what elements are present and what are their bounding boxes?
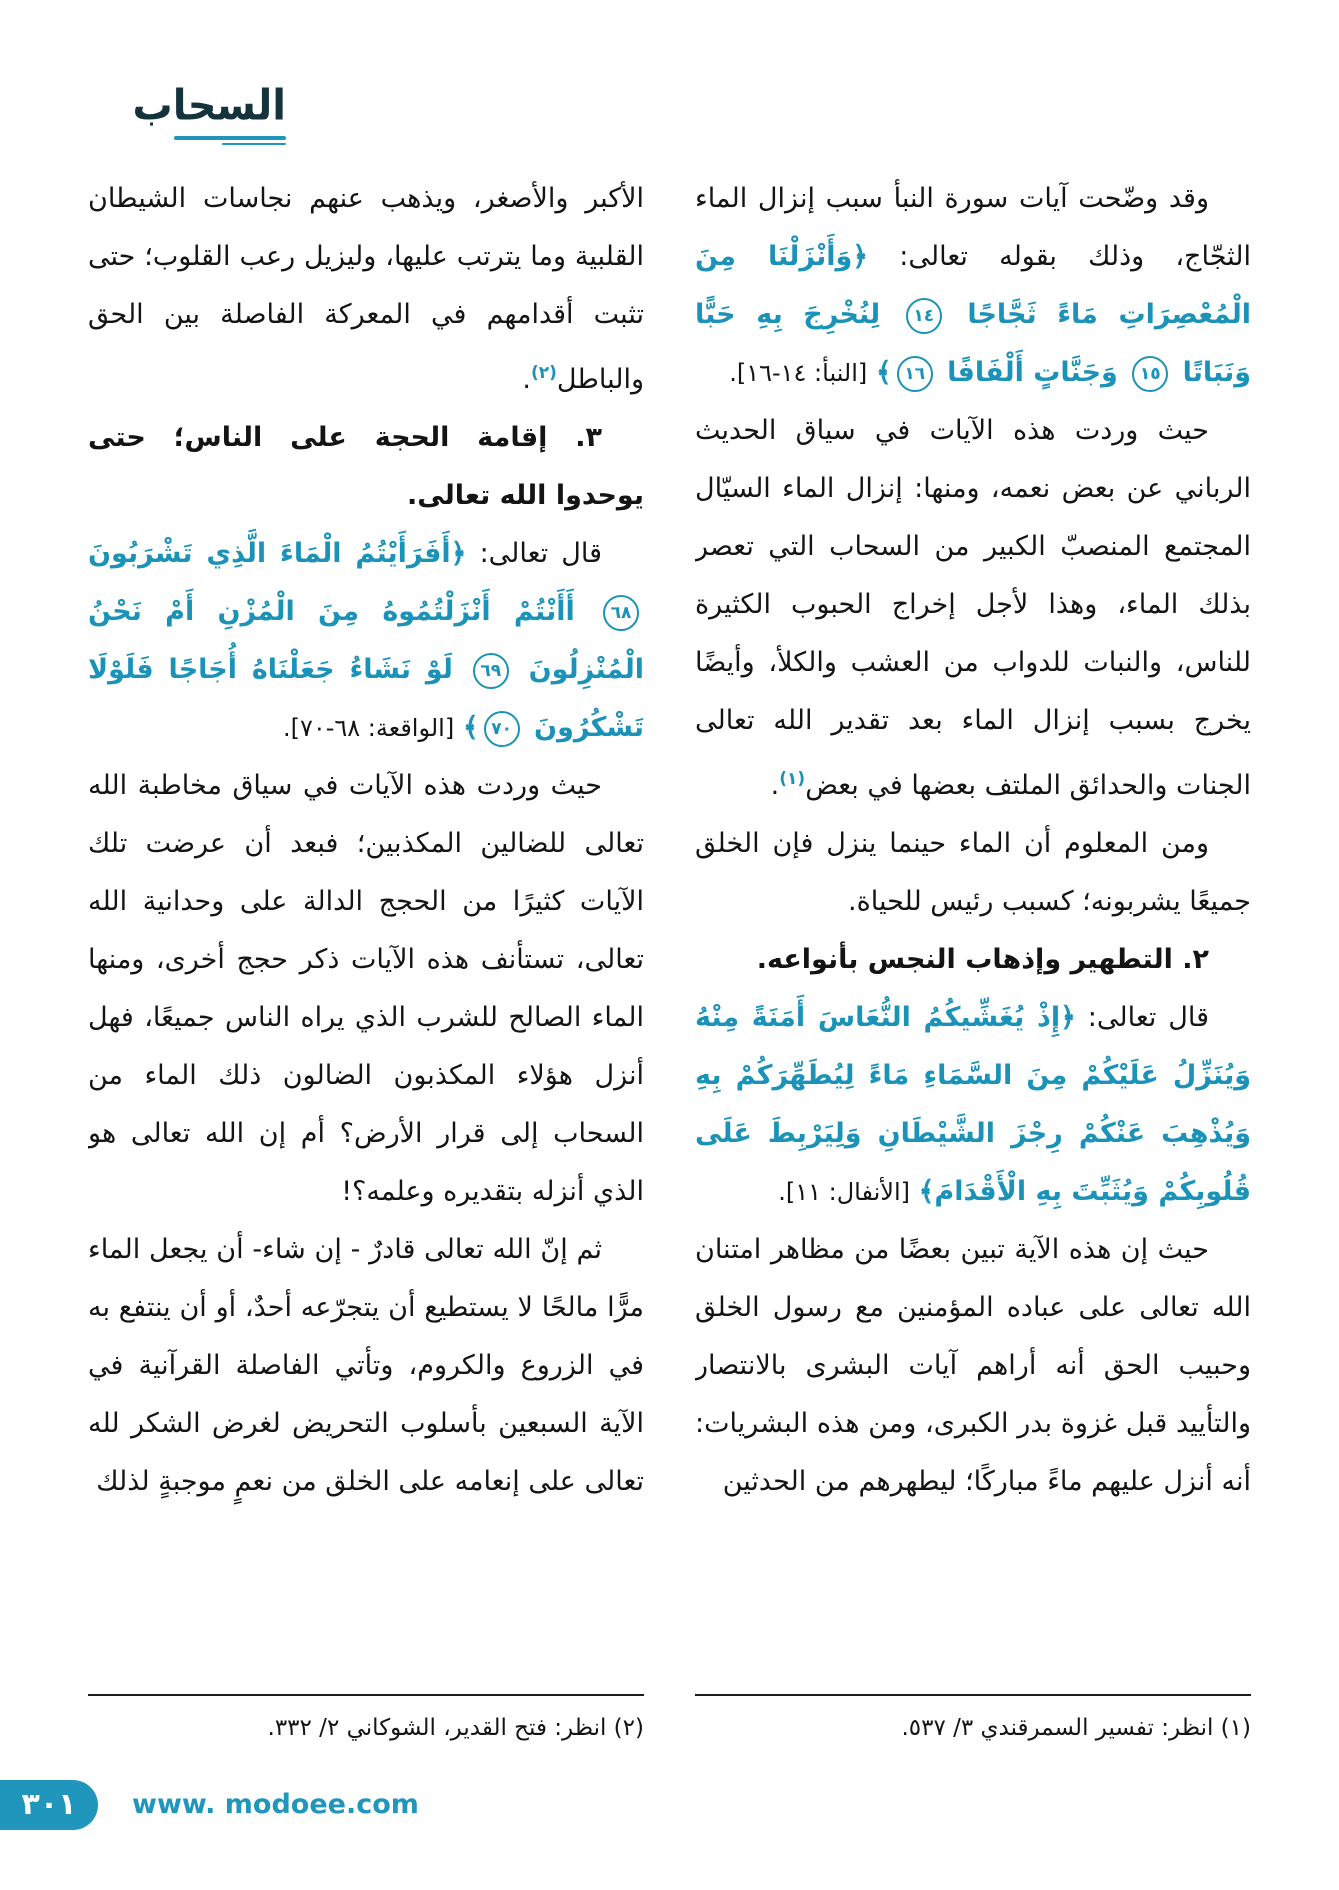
verse-text: أَأَنْتُمْ أَنْزَلْتُمُوهُ مِنَ الْمُزْنِ أَمْ نَحْنُ الْمُنْزِلُونَ bbox=[88, 596, 644, 685]
body-text: حيث وردت هذه الآيات في سياق مخاطبة الله تعالى للضالين المكذبين؛ فبعد أن عرضت تلك الآيات كثيرًا من الحجج الدالة على وحدانية الله تعالى، تستأنف هذه الآيات ذكر حجج أخرى، ومنها الماء الصالح للشرب الذي يراه الناس جميعًا، فهل أنزل هؤلاء المكذبون الضالون ذلك الماء من السحاب إلى قرار الأرض؟ أم إن الله تعالى هو الذي أنزله بتقديره وعلمه؟! bbox=[88, 770, 644, 1207]
website-link[interactable]: www. modoee.com bbox=[132, 1789, 419, 1820]
body-text: قال تعالى: bbox=[1075, 1002, 1209, 1033]
paragraph bbox=[695, 1221, 1251, 1511]
ayah-number: ٧٠ bbox=[484, 711, 520, 747]
footnote-text: (٢) انظر: فتح القدير، الشوكاني ٢/ ٣٣٢. bbox=[267, 1715, 644, 1741]
footnote-left bbox=[88, 1694, 644, 1747]
body-text: ومن المعلوم أن الماء حينما ينزل فإن الخلق جميعًا يشربونه؛ كسبب رئيس للحياة. bbox=[695, 828, 1251, 917]
verse-open-bracket: ﴿ bbox=[450, 538, 467, 569]
ayah-number: ١٥ bbox=[1132, 356, 1168, 392]
verse-text: وَأَنْزَلْنَا مِنَ الْمُعْصِرَاتِ مَاءً ثَجَّاجًا bbox=[695, 241, 1251, 330]
paragraph bbox=[695, 989, 1251, 1221]
paragraph bbox=[88, 170, 644, 409]
numbered-heading bbox=[695, 931, 1251, 989]
footnote-right bbox=[695, 1694, 1251, 1747]
verse-text: لَوْ نَشَاءُ جَعَلْنَاهُ أُجَاجًا فَلَوْلَا تَشْكُرُونَ bbox=[88, 654, 644, 743]
paragraph bbox=[88, 1221, 644, 1511]
body-text: وقد وضّحت آيات سورة النبأ سبب إنزال الماء الثجّاج، وذلك بقوله تعالى: bbox=[695, 183, 1251, 272]
verse-close-bracket: ﴾ bbox=[918, 1176, 935, 1207]
verse-text: إِذْ يُغَشِّيكُمُ النُّعَاسَ أَمَنَةً مِنْهُ وَيُنَزِّلُ عَلَيْكُمْ مِنَ السَّمَاءِ مَاءً لِيُطَهِّرَكُمْ بِهِ وَيُذْهِبَ عَنْكُمْ رِجْزَ الشَّيْطَانِ وَلِيَرْبِطَ عَلَى قُلُوبِكُمْ وَيُثَبِّتَ بِهِ الْأَقْدَامَ bbox=[695, 1002, 1251, 1207]
numbered-heading bbox=[88, 409, 644, 525]
verse-open-bracket: ﴿ bbox=[852, 241, 869, 272]
body-text: الأكبر والأصغر، ويذهب عنهم نجاسات الشيطان القلبية وما يترتب عليها، وليزيل رعب القلوب؛ حتى تثبت أقدامهم في المعركة الفاصلة بين الحق والباطل bbox=[88, 183, 644, 395]
footnote-text: (١) انظر: تفسير السمرقندي ٣/ ٥٣٧. bbox=[901, 1715, 1251, 1741]
page-header bbox=[86, 81, 286, 145]
paragraph bbox=[695, 402, 1251, 815]
paragraph bbox=[88, 525, 644, 757]
body-text: . bbox=[770, 770, 780, 801]
header-underline-decoration-thin bbox=[222, 143, 286, 145]
chapter-title: السحاب bbox=[132, 81, 286, 131]
verse-text: وَجَنَّاتٍ أَلْفَافًا bbox=[947, 357, 1118, 388]
heading-text: ٢. التطهير وإذهاب النجس بأنواعه. bbox=[756, 944, 1209, 975]
ayah-number: ١٦ bbox=[897, 356, 933, 392]
verse-open-bracket: ﴿ bbox=[1060, 1002, 1076, 1033]
verse-close-bracket: ﴾ bbox=[875, 357, 892, 388]
paragraph bbox=[88, 757, 644, 1221]
footnote-marker: (٢) bbox=[530, 363, 557, 383]
body-text: . bbox=[522, 364, 531, 395]
verse-reference: [الواقعة: ٦٨-٧٠]. bbox=[282, 714, 455, 742]
paragraph bbox=[695, 170, 1251, 402]
verse-reference: [النبأ: ١٤-١٦]. bbox=[729, 359, 868, 387]
footnote-marker: (١) bbox=[779, 769, 806, 789]
verse-text: أَفَرَأَيْتُمُ الْمَاءَ الَّذِي تَشْرَبُونَ bbox=[88, 538, 451, 569]
verse-text: لِنُخْرِجَ بِهِ حَبًّا وَنَبَاتًا bbox=[695, 299, 1251, 388]
heading-text: ٣. إقامة الحجة على الناس؛ حتى يوحدوا الله تعالى. bbox=[88, 422, 644, 511]
ayah-number: ١٤ bbox=[906, 298, 942, 334]
column-left bbox=[88, 170, 644, 1682]
body-text: قال تعالى: bbox=[466, 538, 602, 569]
column-right bbox=[695, 170, 1251, 1682]
body-text: حيث إن هذه الآية تبين بعضًا من مظاهر امتنان الله تعالى على عباده المؤمنين مع رسول الخلق وحبيب الحق أنه أراهم آيات البشرى بالانتصار والتأييد قبل غزوة بدر الكبرى، ومن هذه البشريات: أنه أنزل عليهم ماءً مباركًا؛ ليطهرهم من الحدثين bbox=[695, 1234, 1251, 1497]
ayah-number: ٦٩ bbox=[473, 653, 509, 689]
header-underline-decoration bbox=[174, 136, 286, 140]
body-text: حيث وردت هذه الآيات في سياق الحديث الرباني عن بعض نعمه، ومنها: إنزال الماء السيّال المجتمع المنصبّ الكبير من السحاب التي تعصر بذلك الماء، وهذا لأجل إخراج الحبوب الكثيرة للناس، والنبات للدواب من العشب والكلأ، وأيضًا يخرج بسبب إنزال الماء بعد تقدير الله تعالى الجنات والحدائق الملتف بعضها في بعض bbox=[695, 415, 1251, 801]
ayah-number: ٦٨ bbox=[603, 595, 639, 631]
paragraph bbox=[695, 815, 1251, 931]
page-number-badge bbox=[0, 1780, 98, 1830]
page-number: ٣٠١ bbox=[21, 1787, 77, 1822]
verse-close-bracket: ﴾ bbox=[462, 712, 479, 743]
body-text: ثم إنّ الله تعالى قادرٌ - إن شاء- أن يجعل الماء مرًّا مالحًا لا يستطيع أن يتجرّعه أحدٌ، أو أن ينتفع به في الزروع والكروم، وتأتي الفاصلة القرآنية في الآية السبعين بأسلوب التحريض لغرض الشكر لله تعالى على إنعامه على الخلق من نعمٍ موجبةٍ لذلك bbox=[88, 1234, 644, 1497]
verse-reference: [الأنفال: ١١]. bbox=[778, 1178, 910, 1206]
